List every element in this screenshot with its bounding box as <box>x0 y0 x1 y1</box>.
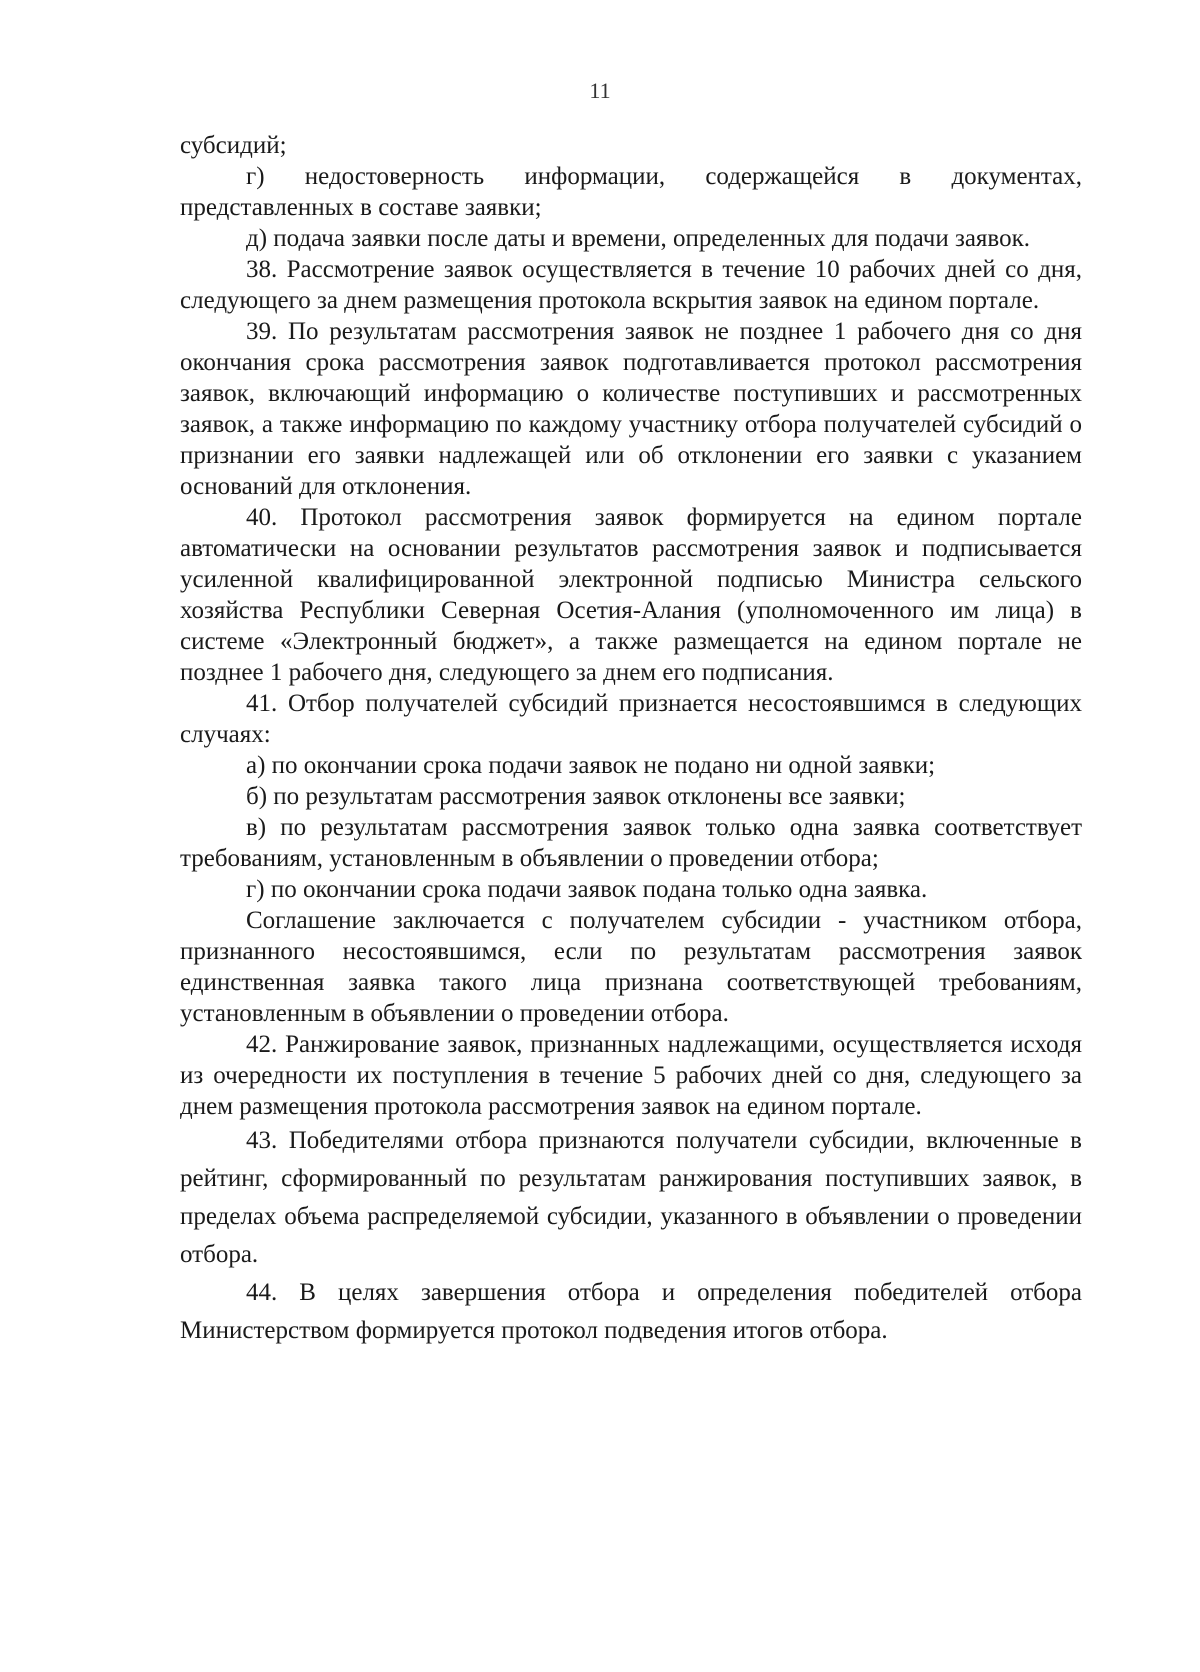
paragraph-41-item-b: б) по результатам рассмотрения заявок отклонены все заявки; <box>246 783 906 810</box>
document-body <box>180 130 1082 1350</box>
paragraph-40: 40. Протокол рассмотрения заявок формируется на едином портале автоматически на основании результатов рассмотрения заявок и подписывается усиленной квалифицированной электронной подписью Министра сельского хозяйства Республики Северная Осетия-Алания (уполномоченного им лица) в системе «Электронный бюджет», а также размещается на едином портале не позднее 1 рабочего дня, следующего за днем его подписания. <box>180 504 1082 686</box>
paragraph-subsidies-end: субсидий; <box>180 132 287 159</box>
paragraph-44: 44. В целях завершения отбора и определения победителей отбора Министерством формируется протокол подведения итогов отбора. <box>180 1279 1082 1344</box>
paragraph-agreement: Соглашение заключается с получателем субсидии - участником отбора, признанного несостоявшимся, если по результатам рассмотрения заявок единственная заявка такого лица признана соответствующей требованиям, установленным в объявлении о проведении отбора. <box>180 907 1082 1027</box>
paragraph-42: 42. Ранжирование заявок, признанных надлежащими, осуществляется исходя из очередности их поступления в течение 5 рабочих дней со дня, следующего за днем размещения протокола рассмотрения заявок на едином портале. <box>180 1031 1082 1120</box>
paragraph-41: 41. Отбор получателей субсидий признается несостоявшимся в следующих случаях: <box>180 690 1082 748</box>
paragraph-item-g: г) недостоверность информации, содержащейся в документах, представленных в составе заявки; <box>180 163 1082 221</box>
page-number: 11 <box>589 78 611 103</box>
paragraph-item-d: д) подача заявки после даты и времени, определенных для подачи заявок. <box>246 225 1030 252</box>
paragraph-39: 39. По результатам рассмотрения заявок не позднее 1 рабочего дня со дня окончания срока рассмотрения заявок подготавливается протокол рассмотрения заявок, включающий информацию о количестве поступивших и рассмотренных заявок, а также информацию по каждому участнику отбора получателей субсидий о признании его заявки надлежащей или об отклонении его заявки с указанием оснований для отклонения. <box>180 318 1082 500</box>
paragraph-41-item-a: а) по окончании срока подачи заявок не подано ни одной заявки; <box>246 752 936 779</box>
paragraph-43: 43. Победителями отбора признаются получатели субсидии, включенные в рейтинг, сформированный по результатам ранжирования поступивших заявок, в пределах объема распределяемой субсидии, указанного в объявлении о проведении отбора. <box>180 1127 1082 1268</box>
paragraph-41-item-v: в) по результатам рассмотрения заявок только одна заявка соответствует требованиям, установленным в объявлении о проведении отбора; <box>180 814 1082 872</box>
paragraph-41-item-g: г) по окончании срока подачи заявок подана только одна заявка. <box>246 876 928 903</box>
paragraph-38: 38. Рассмотрение заявок осуществляется в течение 10 рабочих дней со дня, следующего за днем размещения протокола вскрытия заявок на едином портале. <box>180 256 1082 314</box>
